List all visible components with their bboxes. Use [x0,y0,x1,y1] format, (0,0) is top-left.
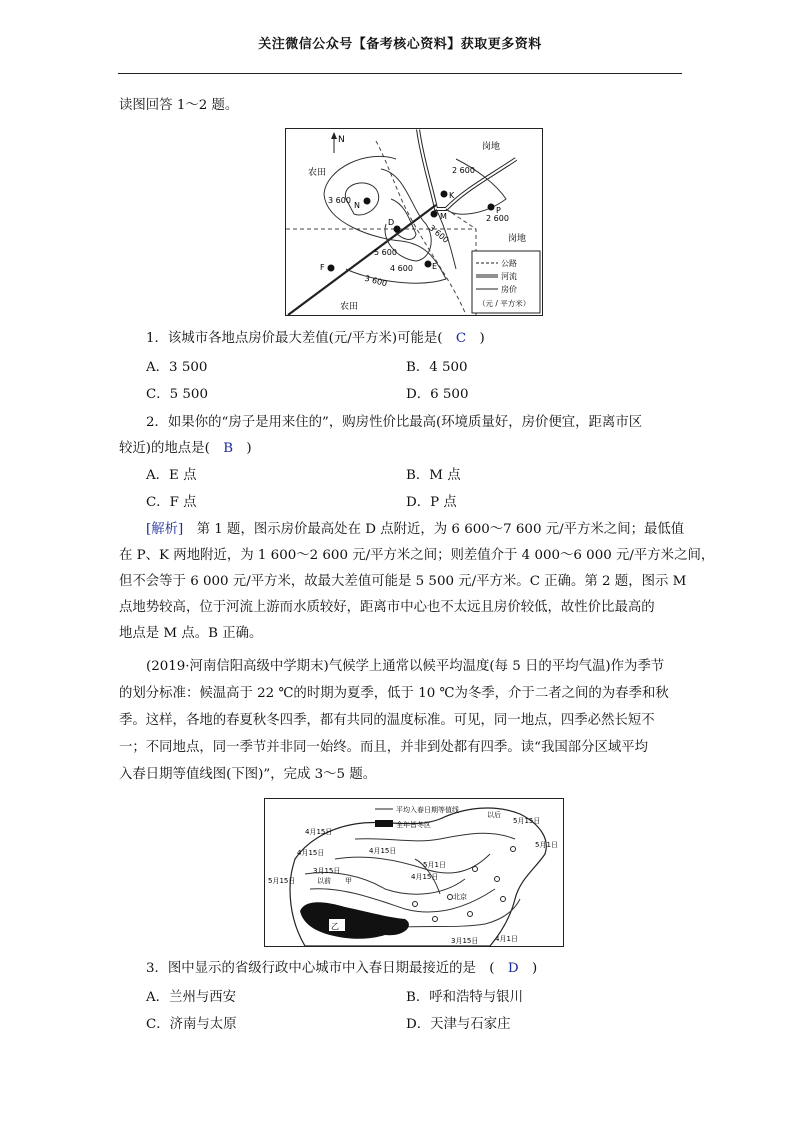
option-d: D．P 点 [406,495,457,510]
option-d: D．天津与石家庄 [406,1017,511,1032]
point-k-label: K [449,191,455,200]
question-2-text: 较近)的地点是( [119,441,210,456]
isoline-label: 4月1日 [495,935,518,943]
isoline-label: 5月1日 [423,861,446,869]
highway-line [288,205,436,315]
question-1-text: 1．该城市各地点房价最大差值(元/平方米)可能是( [146,331,443,346]
spring-onset-map [264,798,564,947]
hill-label: 岗地 [482,142,501,152]
point-e-label: E [432,262,438,271]
legend-price: 房价 [501,285,517,294]
label-yi: 乙 [331,922,339,931]
house-price-map [285,128,543,316]
analysis-line1: [解析] 第 1 题，图示房价最高处在 D 点附近，为 6 600～7 600 元/平方米之间；最低值 [146,522,685,537]
isoline-label: 3月15日 [313,867,341,875]
label-before: 以前 [317,877,331,885]
isoline-label: 4月15日 [297,849,325,857]
legend-winter: 全年皆冬区 [396,821,431,829]
spring-onset-map-svg [265,799,563,946]
point-f-label: F [320,263,325,272]
question-2-answer: B [223,441,234,456]
passage-line5: 入春日期等值线图(下图)”，完成 3～5 题。 [119,767,377,782]
point-p-label: P [496,206,501,215]
analysis-line3: 但不会等于 6 000 元/平方米，故最大差值可能是 5 500 元/平方米。C 正确。第 2 题，图示 M [119,574,687,589]
passage-line3: 季。这样，各地的春夏秋冬四季，都有共同的温度标准。可见，同一地点，四季必然长短不 [119,713,655,728]
north-label: N [338,135,345,145]
point-n-label: N [354,201,360,210]
option-a: A．3 500 [146,360,208,375]
contour-value: 3 600 [363,273,389,289]
isoline-label: 5月15日 [268,877,296,885]
label-after: 以后 [487,811,501,819]
legend-isoline: 平均入春日期等值线 [396,806,459,814]
analysis-line5: 地点是 M 点。B 正确。 [119,626,263,641]
question-2-stem-line2: 较近)的地点是( B ) [119,441,252,456]
isoline-label: 3月15日 [451,937,479,945]
contour-value: 2 600 [486,214,509,223]
intro-text: 读图回答 1～2 题。 [119,98,239,113]
label-jia: 甲 [345,877,352,885]
option-c: C．济南与太原 [146,1017,237,1032]
legend-unit: （元 / 平方米） [478,299,531,308]
point-m-label: M [440,212,447,221]
option-a: A．兰州与西安 [146,990,237,1005]
contour-value: 3 600 [328,196,351,205]
analysis-line2: 在 P、K 两地附近，为 1 600～2 600 元/平方米之间；则差值介于 4 000～6 000 元/平方米之间， [119,548,715,563]
farmland-label: 农田 [308,168,327,178]
contour-value: 4 600 [390,264,413,273]
option-c: C．F 点 [146,495,197,510]
question-1-stem: 1．该城市各地点房价最大差值(元/平方米)可能是( C ) [146,331,485,346]
option-a: A．E 点 [146,468,197,483]
option-b: B．M 点 [406,468,461,483]
question-3-text: 3．图中显示的省级行政中心城市中入春日期最接近的是 ( [146,961,495,976]
option-c: C．5 500 [146,387,208,402]
isoline-label: 4月15日 [305,828,333,836]
passage-line1: (2019·河南信阳高级中学期末)气候学上通常以候平均温度(每 5 日的平均气温)作为季节 [146,659,665,674]
contour-value: 2 600 [452,166,475,175]
passage-line2: 的划分标准：候温高于 22 ℃的时期为夏季，低于 10 ℃为冬季，介于二者之间的为春季和秋 [119,686,669,701]
isoline-label: 5月1日 [535,841,558,849]
analysis-tag: [解析] [146,522,184,537]
hill-label: 岗地 [508,234,527,244]
isoline-label: 4月15日 [411,873,439,881]
legend-river: 河流 [501,272,517,281]
passage-line4: 一；不同地点，同一季节并非同一始终。而且，并非到处都有四季。读“我国部分区域平均 [119,740,649,755]
question-2-stem-line1: 2．如果你的“房子是用来住的”，购房性价比最高(环境质量好，房价便宜，距离市区 [146,415,643,430]
page-header: 关注微信公众号【备考核心资料】获取更多资料 [258,37,542,52]
header-divider [118,73,682,74]
option-d: D．6 500 [406,387,469,402]
isoline-label: 4月15日 [369,847,397,855]
option-b: B．呼和浩特与银川 [406,990,523,1005]
isoline-label: 5月15日 [513,817,541,825]
farmland-label: 农田 [340,302,359,312]
legend-road: 公路 [501,259,517,268]
contour-value: 5 600 [374,248,397,257]
question-3-answer: D [507,961,519,976]
question-1-answer: C [455,331,467,346]
label-beijing: 北京 [453,893,467,901]
house-price-map-svg [286,129,542,315]
point-d-label: D [388,218,395,227]
analysis-line4: 点地势较高，位于河流上游而水质较好，距离市中心也不太远且房价较低，故性价比最高的 [119,600,655,615]
contour-value: 3 600 [427,223,451,245]
question-3-stem: 3．图中显示的省级行政中心城市中入春日期最接近的是 ( D ) [146,961,538,976]
option-b: B．4 500 [406,360,468,375]
